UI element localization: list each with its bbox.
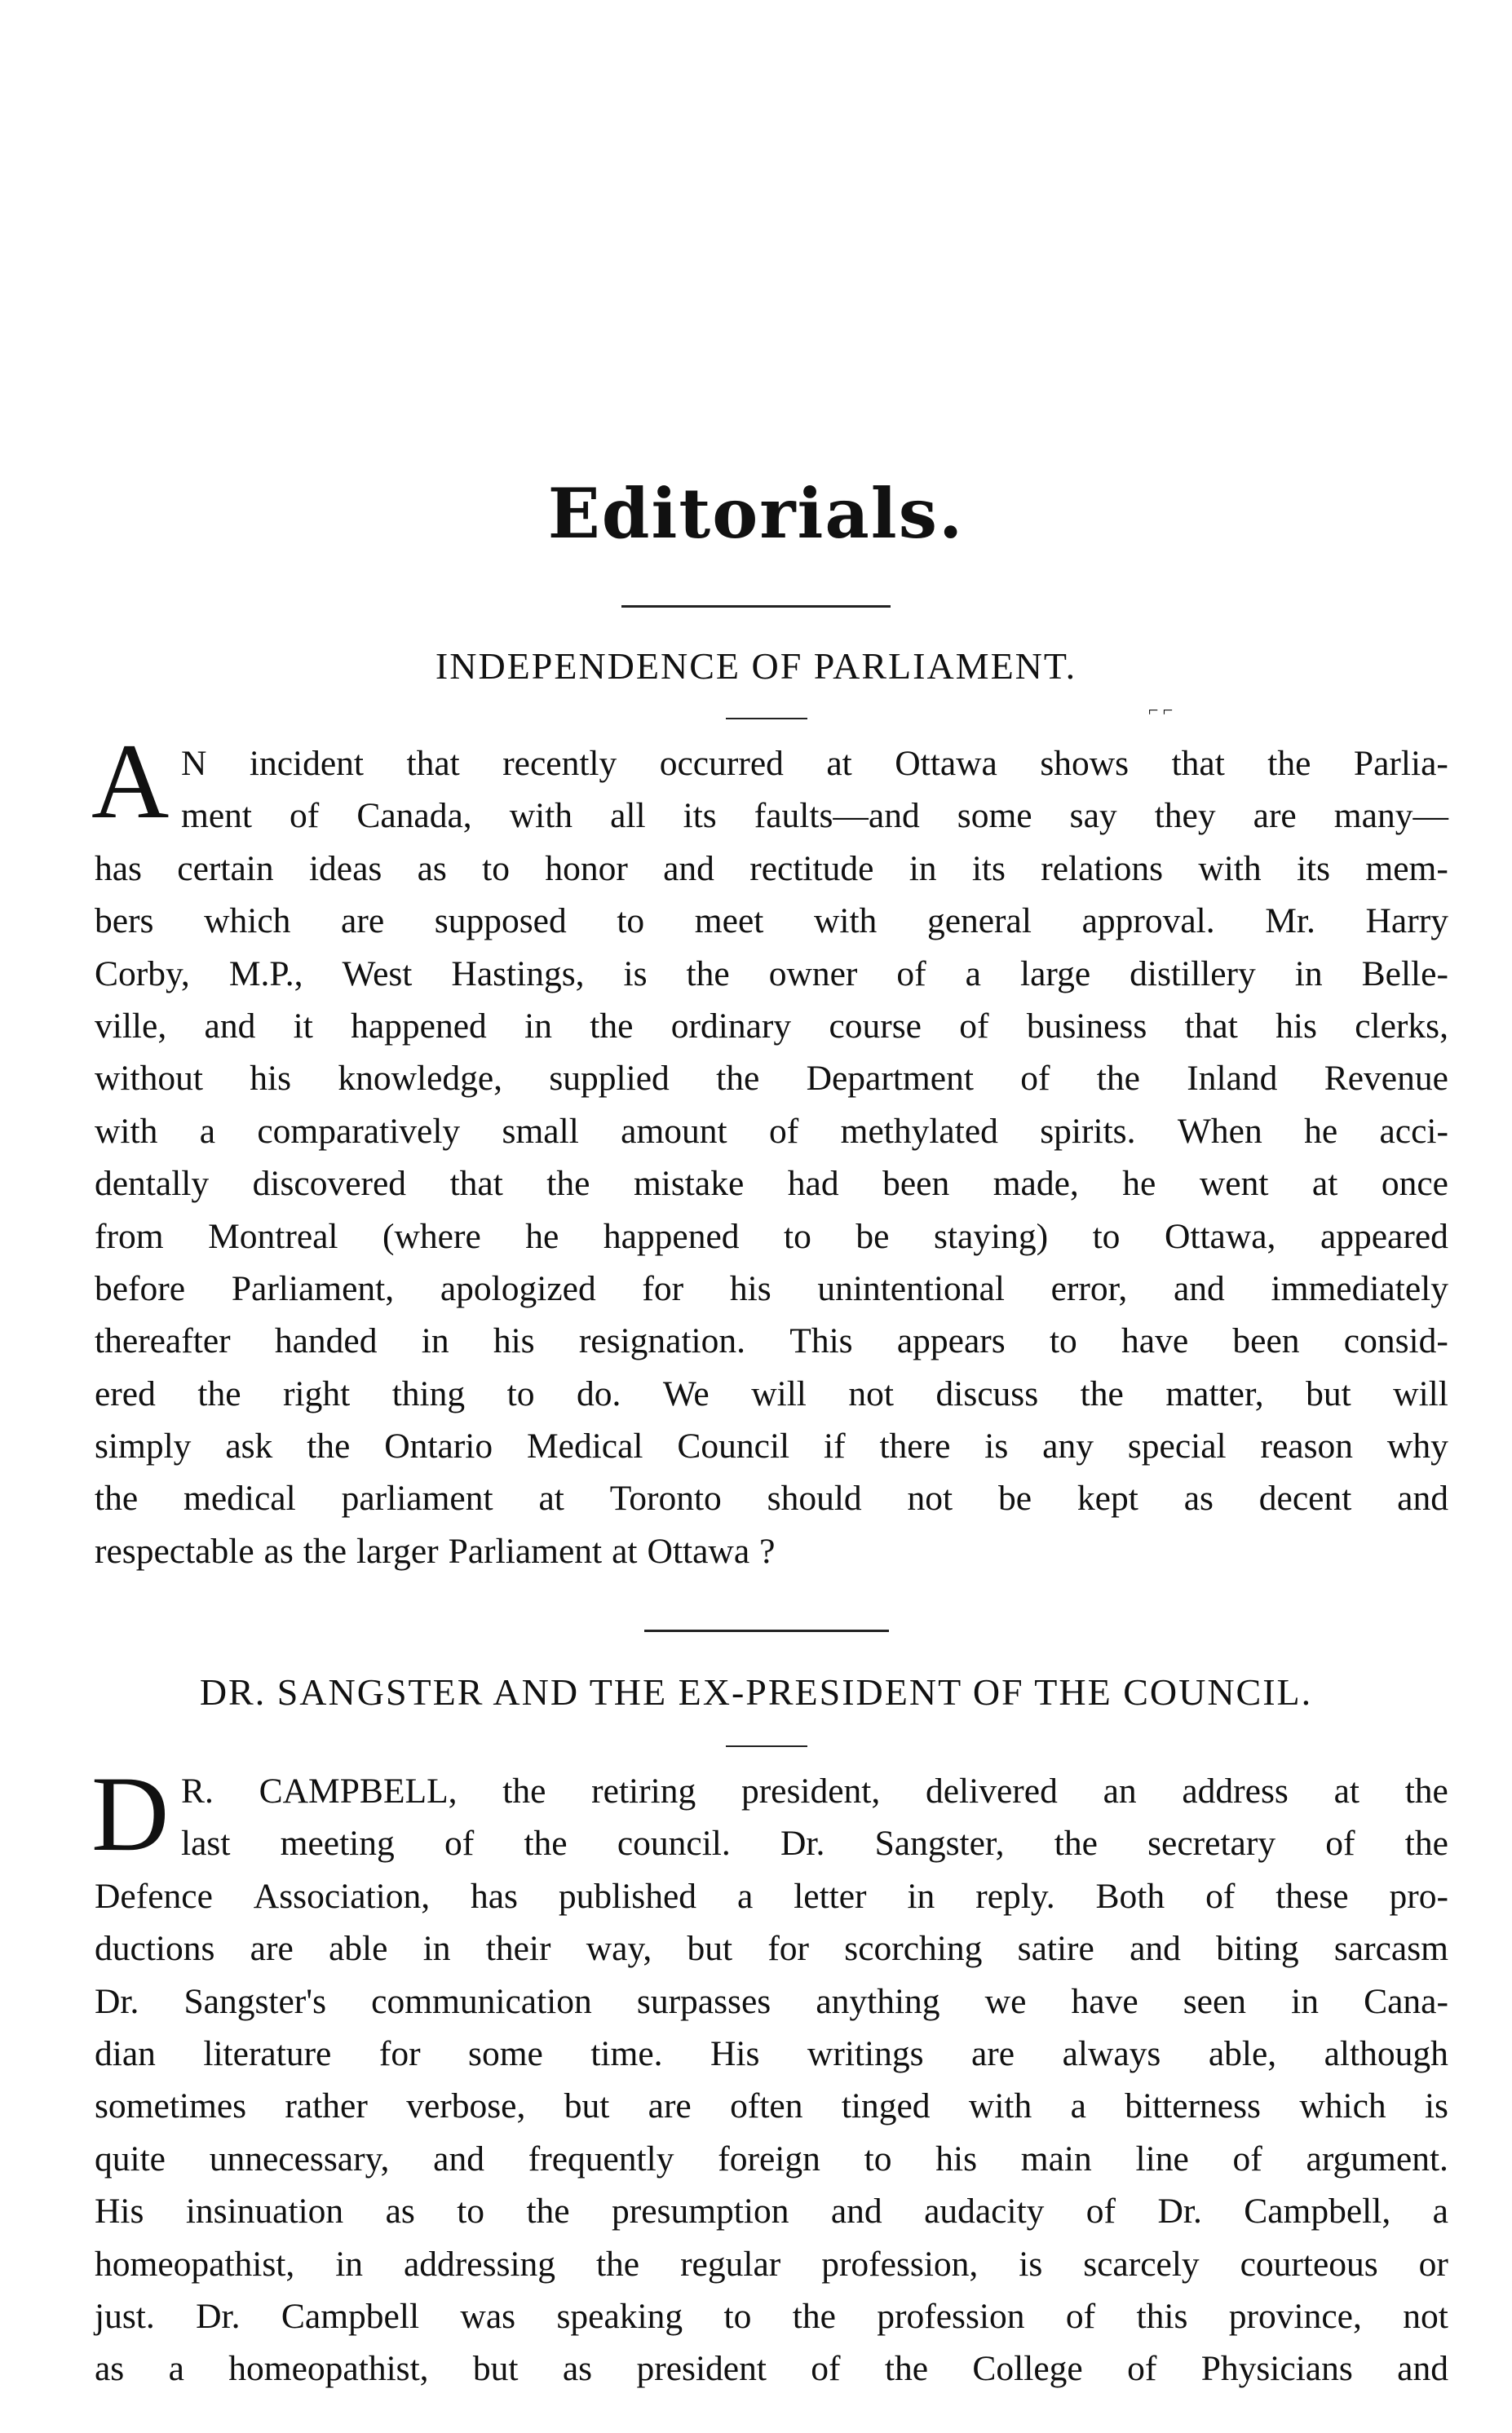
stamp-mark: ⌐ ⌐ — [1148, 700, 1174, 720]
text-line: without his knowledge, supplied the Department of the Inland Revenue — [95, 1059, 1448, 1099]
article2-body — [95, 1765, 1448, 2395]
article2-drop-cap: D — [91, 1754, 170, 1873]
text-line: has certain ideas as to honor and rectitude in its relations with its mem- — [95, 848, 1448, 888]
text-line: R. CAMPBELL, the retiring president, delivered an address at the — [181, 1772, 1448, 1811]
text-line: Defence Association, has published a letter in reply. Both of these pro- — [95, 1876, 1448, 1916]
text-line: bers which are supposed to meet with general approval. Mr. Harry — [95, 901, 1448, 941]
text-line: ment of Canada, with all its faults—and some say they are many— — [181, 796, 1448, 836]
masthead-title: Editorials. — [547, 473, 965, 554]
text-line: dentally discovered that the mistake had been made, he went at once — [95, 1164, 1448, 1204]
text-line: sometimes rather verbose, but are often tinged with a bitterness which is — [95, 2086, 1448, 2126]
article2-heading: DR. SANGSTER AND THE EX-PRESIDENT OF THE COUNCIL. — [199, 1671, 1313, 1713]
masthead-rule — [621, 605, 891, 608]
text-line: just. Dr. Campbell was speaking to the profession of this province, not — [95, 2296, 1448, 2336]
text-line: from Montreal (where he happened to be staying) to Ottawa, appeared — [95, 1216, 1448, 1256]
text-line: last meeting of the council. Dr. Sangster, the secretary of the — [181, 1824, 1448, 1864]
text-line: Corby, M.P., West Hastings, is the owner of a large distillery in Belle- — [95, 953, 1448, 993]
text-line: thereafter handed in his resignation. This appears to have been consid- — [95, 1321, 1448, 1361]
text-line: as a homeopathist, but as president of the College of Physicians and — [95, 2349, 1448, 2389]
text-line: ered the right thing to do. We will not discuss the matter, but will — [95, 1374, 1448, 1413]
text-line: His insinuation as to the presumption and audacity of Dr. Campbell, a — [95, 2192, 1448, 2232]
text-line: simply ask the Ontario Medical Council if there is any special reason why — [95, 1427, 1448, 1466]
text-line: respectable as the larger Parliament at Ottawa ? — [95, 1531, 776, 1571]
text-line: Dr. Sangster's communication surpasses anything we have seen in Cana- — [95, 1981, 1448, 2021]
text-line: dian literature for some time. His writings are always able, although — [95, 2033, 1448, 2073]
text-line: N incident that recently occurred at Ottawa shows that the Parlia- — [181, 744, 1448, 783]
text-line: ville, and it happened in the ordinary course of business that his clerks, — [95, 1006, 1448, 1046]
text-line: quite unnecessary, and frequently foreign to his main line of argument. — [95, 2139, 1448, 2179]
section-divider-rule — [644, 1630, 889, 1632]
article1-body — [95, 737, 1448, 1577]
article1-heading-rule — [726, 718, 807, 719]
text-line: homeopathist, in addressing the regular profession, is scarcely courteous or — [95, 2244, 1448, 2284]
article2-heading-rule — [726, 1745, 807, 1747]
text-line: the medical parliament at Toronto should not be kept as decent and — [95, 1479, 1448, 1519]
text-line: before Parliament, apologized for his unintentional error, and immediately — [95, 1268, 1448, 1308]
article1-drop-cap: A — [91, 721, 170, 841]
text-line: with a comparatively small amount of methylated spirits. When he acci- — [95, 1111, 1448, 1151]
article1-heading: INDEPENDENCE OF PARLIAMENT. — [435, 645, 1077, 687]
text-line: ductions are able in their way, but for scorching satire and biting sarcasm — [95, 1929, 1448, 1969]
